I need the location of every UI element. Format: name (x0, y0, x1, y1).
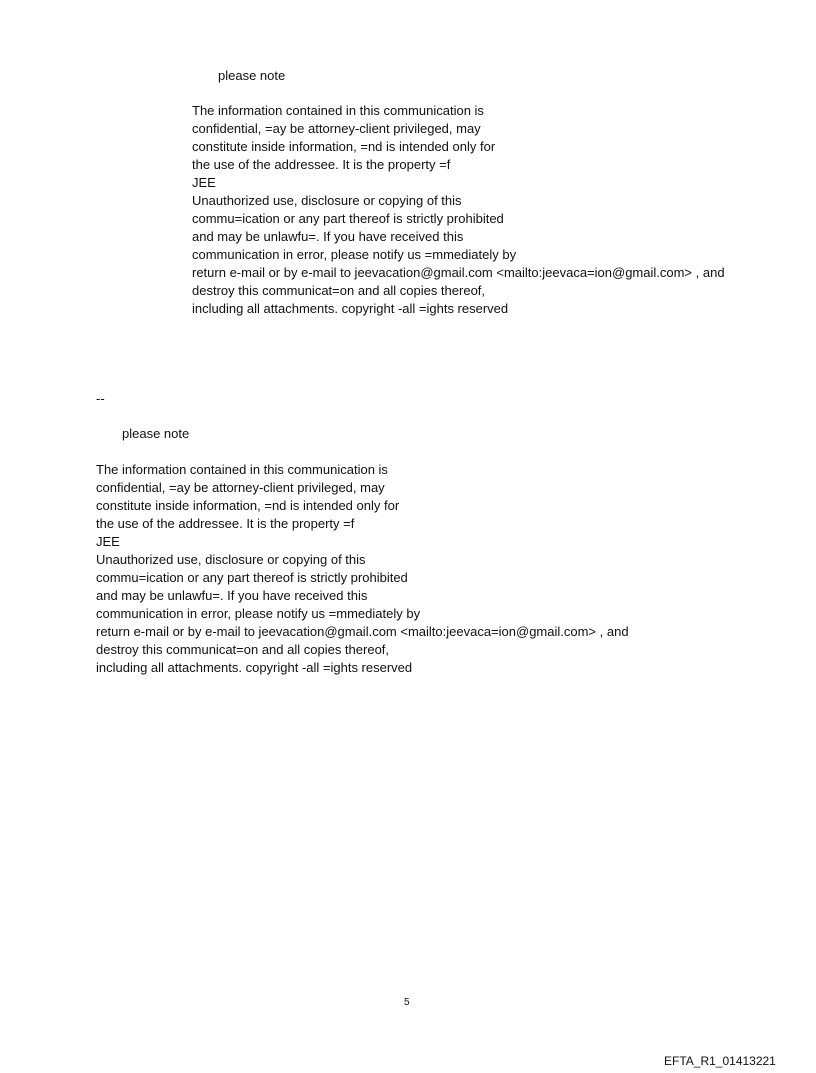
signature-disclaimer-line: destroy this communicat=on and all copies thereof, (96, 642, 390, 657)
signature-disclaimer-line: and may be unlawfu=. If you have received this (96, 588, 368, 603)
signature-disclaimer-line: including all attachments. copyright -all =ights reserved (96, 660, 413, 675)
quoted-disclaimer-line: destroy this communicat=on and all copies thereof, (192, 283, 486, 298)
signature-disclaimer-line: confidential, =ay be attorney-client privileged, may (96, 480, 385, 495)
page-number: 5 (404, 997, 410, 1008)
quoted-disclaimer-line: constitute inside information, =nd is intended only for (192, 139, 496, 154)
signature-disclaimer-line: The information contained in this communication is (96, 462, 388, 477)
signature-please-note: please note (122, 426, 190, 441)
quoted-disclaimer (192, 102, 725, 318)
signature-disclaimer (96, 461, 629, 677)
quoted-disclaimer-line: including all attachments. copyright -all =ights reserved (192, 301, 509, 316)
signature-disclaimer-line: Unauthorized use, disclosure or copying of this (96, 552, 366, 567)
quoted-disclaimer-line: the use of the addressee. It is the property =f (192, 157, 451, 172)
quoted-disclaimer-line: JEE (192, 175, 216, 190)
signature-disclaimer-line: commu=ication or any part thereof is strictly prohibited (96, 570, 408, 585)
quoted-disclaimer-line: commu=ication or any part thereof is strictly prohibited (192, 211, 504, 226)
quoted-disclaimer-line: confidential, =ay be attorney-client privileged, may (192, 121, 481, 136)
quoted-disclaimer-line: The information contained in this communication is (192, 103, 484, 118)
quoted-disclaimer-line: Unauthorized use, disclosure or copying of this (192, 193, 462, 208)
quoted-disclaimer-line: communication in error, please notify us =mmediately by (192, 247, 517, 262)
signature-separator: -- (96, 391, 105, 406)
quoted-disclaimer-line: return e-mail or by e-mail to jeevacation@gmail.com <mailto:jeevaca=ion@gmail.com> , and (192, 265, 725, 280)
quoted-disclaimer-line: and may be unlawfu=. If you have received this (192, 229, 464, 244)
signature-disclaimer-line: communication in error, please notify us =mmediately by (96, 606, 421, 621)
signature-disclaimer-line: constitute inside information, =nd is intended only for (96, 498, 400, 513)
signature-disclaimer-line: return e-mail or by e-mail to jeevacation@gmail.com <mailto:jeevaca=ion@gmail.com> , and (96, 624, 629, 639)
signature-disclaimer-line: the use of the addressee. It is the property =f (96, 516, 355, 531)
quoted-please-note: please note (218, 68, 286, 83)
document-id: EFTA_R1_01413221 (664, 1054, 776, 1068)
signature-disclaimer-line: JEE (96, 534, 120, 549)
